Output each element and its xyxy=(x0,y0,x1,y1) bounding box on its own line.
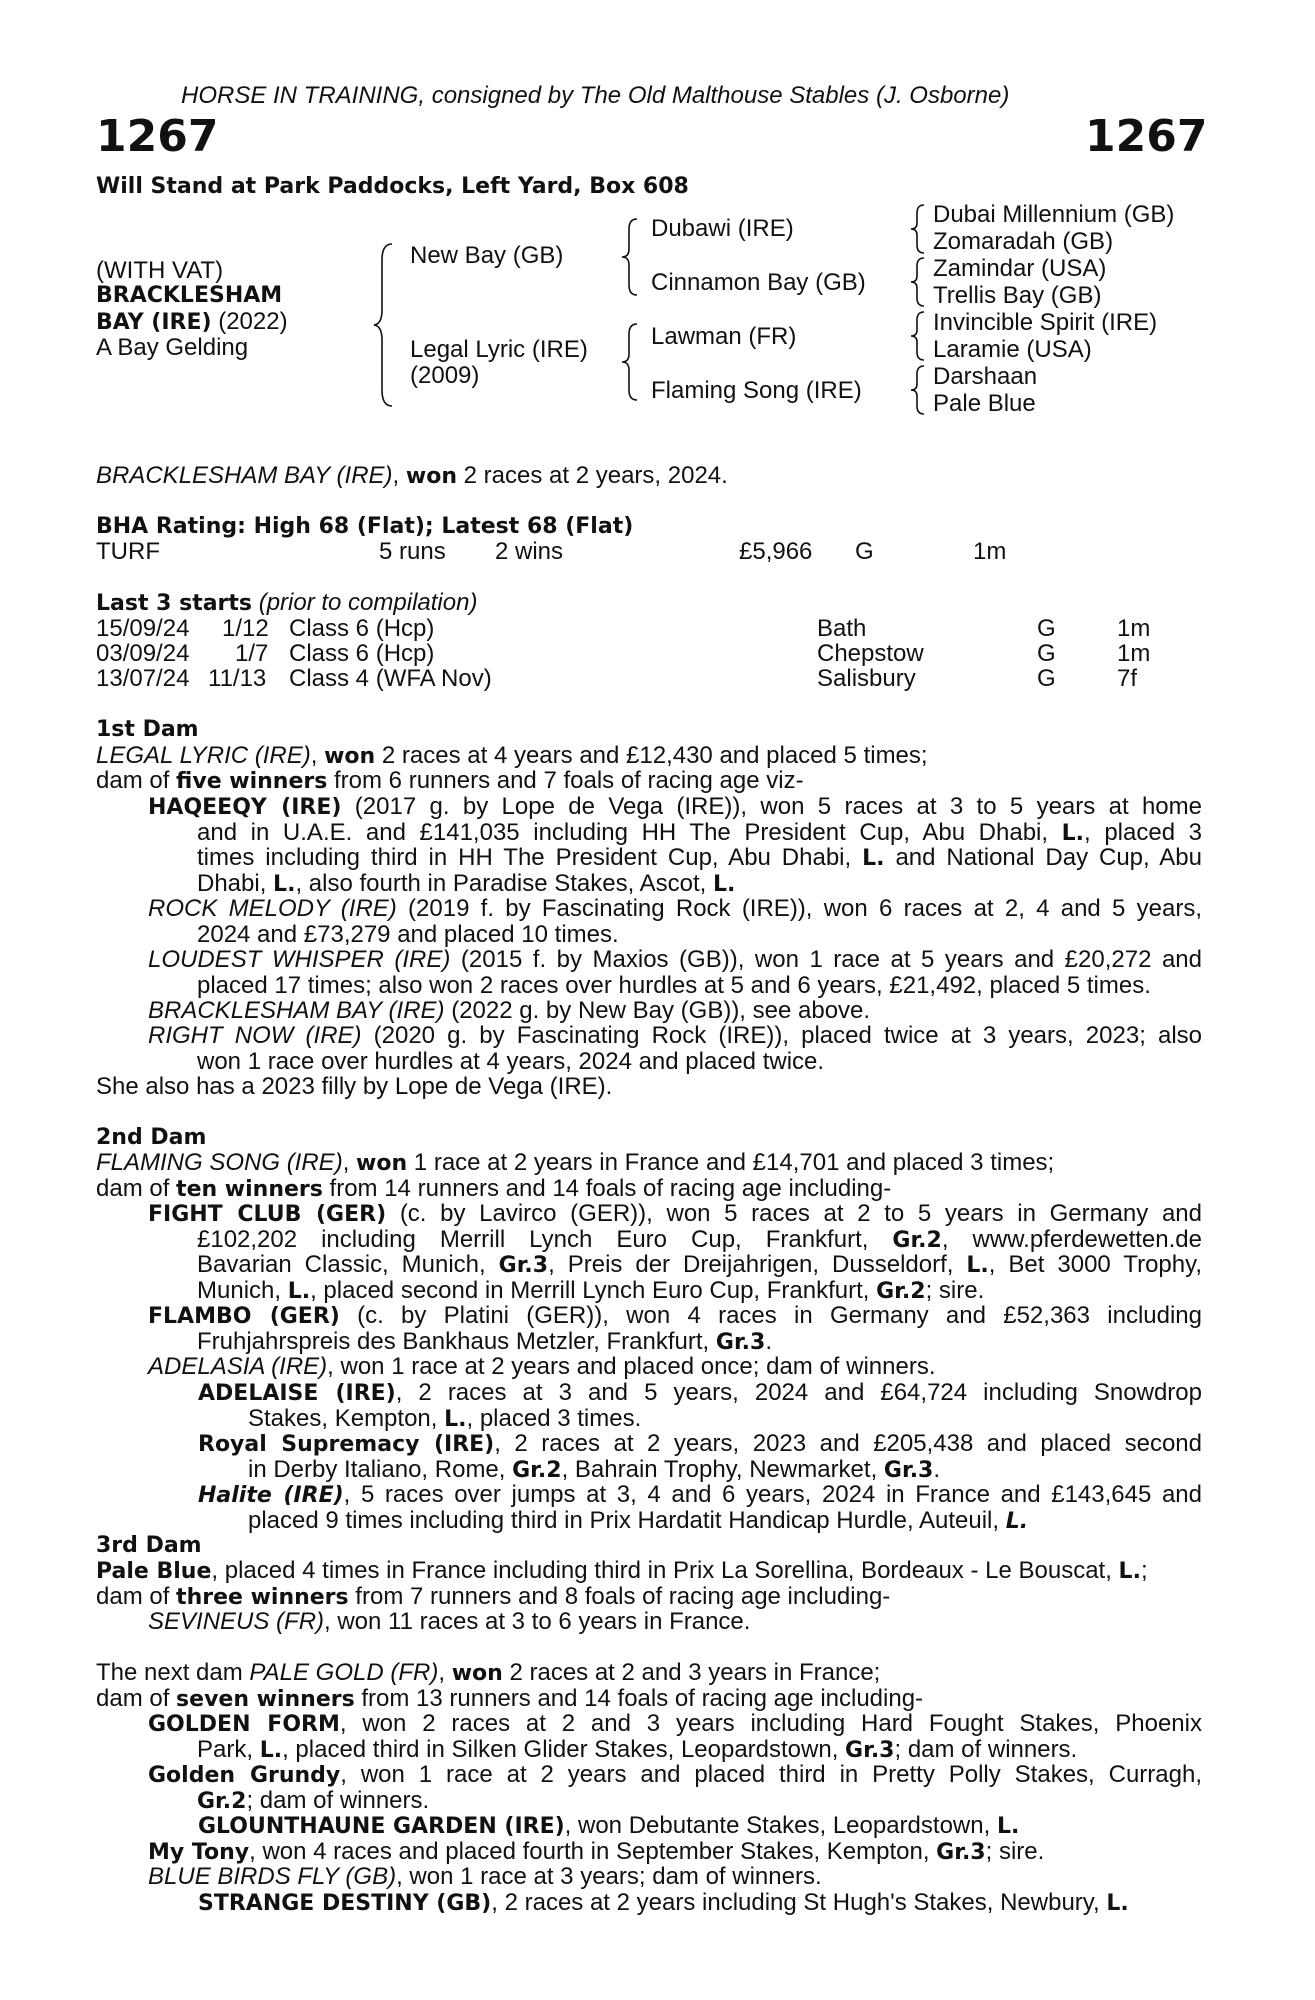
group: Gr.2 xyxy=(197,1788,247,1814)
horse-name-bay: BAY (IRE) xyxy=(96,310,212,335)
haqeeqy-name: HAQEEQY (IRE) xyxy=(148,795,342,820)
last-starts-label: Last 3 starts xyxy=(96,591,253,616)
summary-sep: , xyxy=(392,462,406,489)
haqeeqy-text: and National Day Cup, Abu xyxy=(884,844,1202,871)
glounthaune-garden-name: GLOUNTHAUNE GARDEN (IRE) xyxy=(198,1814,565,1839)
bracklesham-bay-name: BRACKLESHAM BAY (IRE) xyxy=(148,997,445,1024)
pedigree-sire-sire: Dubawi (IRE) xyxy=(651,215,794,242)
my-tony-name: My Tony xyxy=(148,1840,250,1865)
haqeeqy-line4 xyxy=(197,871,1202,897)
fight-club-text: Bavarian Classic, Munich, xyxy=(197,1251,499,1278)
loudest-whisper-name: LOUDEST WHISPER (IRE) xyxy=(148,946,451,973)
royal-supremacy-text: in Derby Italiano, Rome, xyxy=(248,1455,513,1483)
runners-count: from 14 runners and 14 foals of racing age including- xyxy=(322,1175,892,1202)
start-class: Class 6 (Hcp) xyxy=(289,615,435,642)
sep: , xyxy=(310,742,325,769)
haqeeqy-line3 xyxy=(197,845,1202,871)
consignment-line: HORSE IN TRAINING, consigned by The Old Malthouse Stables (J. Osborne) xyxy=(181,82,1010,109)
golden-grundy-entry xyxy=(148,1762,1202,1813)
sevineus-entry xyxy=(148,1609,750,1635)
strange-destiny-text: , 2 races at 2 years including St Hugh's Stakes, Newbury, xyxy=(491,1889,1107,1916)
adelaise-line2 xyxy=(248,1406,1202,1432)
strange-destiny-name: STRANGE DESTINY (GB) xyxy=(198,1891,492,1916)
fight-club-text: , Preis der Dreijahrigen, Dusseldorf, xyxy=(548,1251,967,1278)
group: Gr.3 xyxy=(845,1737,895,1763)
start-going: G xyxy=(1037,665,1056,692)
sevineus-text: , won 11 races at 3 to 6 years in France. xyxy=(324,1608,751,1635)
third-dam-line2 xyxy=(96,1584,890,1611)
start-class: Class 6 (Hcp) xyxy=(289,640,435,667)
sevineus-name: SEVINEUS (FR) xyxy=(148,1608,325,1635)
royal-supremacy-entry xyxy=(198,1431,1202,1482)
runners-count: from 13 runners and 14 foals of racing age including- xyxy=(354,1685,924,1712)
royal-supremacy-line2 xyxy=(248,1457,1202,1483)
rock-melody-entry xyxy=(148,896,1202,947)
fight-club-text: (c. by Lavirco (GER)), won 5 races at 2 to 5 years in Germany and xyxy=(386,1200,1202,1227)
start-date: 13/07/24 xyxy=(96,665,190,692)
fight-club-text: , Bet 3000 Trophy, xyxy=(988,1251,1203,1278)
blue-birds-fly-entry xyxy=(148,1864,822,1890)
haqeeqy-text: , placed 3 xyxy=(1084,818,1202,846)
group: Gr.3 xyxy=(498,1253,549,1278)
haqeeqy-line1 xyxy=(148,794,1202,820)
bha-rating: BHA Rating: High 68 (Flat); Latest 68 (Flat) xyxy=(96,514,634,539)
start-date: 03/09/24 xyxy=(96,640,190,667)
group: Gr.2 xyxy=(892,1227,942,1253)
start-date: 15/09/24 xyxy=(96,615,190,642)
pedigree-g4: Trellis Bay (GB) xyxy=(933,282,1102,309)
listed: L. xyxy=(1118,1559,1141,1584)
glounthaune-garden-entry xyxy=(198,1813,1019,1840)
runners-count: from 6 runners and 7 foals of racing age viz- xyxy=(327,767,804,794)
next-dam-line1 xyxy=(96,1660,880,1687)
flambo-text: Fruhjahrspreis des Bankhaus Metzler, Frankfurt, xyxy=(197,1327,716,1355)
next-dam-intro: The next dam xyxy=(96,1659,250,1686)
my-tony-entry xyxy=(148,1839,1044,1866)
dam-name: FLAMING SONG (IRE) xyxy=(96,1149,343,1176)
golden-grundy-text: ; dam of winners. xyxy=(246,1786,430,1814)
pedigree-g7: Darshaan xyxy=(933,363,1038,390)
pedigree-brace-g34 xyxy=(906,256,928,308)
loudest-whisper-text: (2015 f. by Maxios (GB)), won 1 race at 5 years and £20,272 and xyxy=(450,946,1202,973)
haqeeqy-text: and in U.A.E. and £141,035 including HH The President Cup, Abu Dhabi, xyxy=(197,818,1049,846)
flambo-line1 xyxy=(148,1303,1202,1329)
glounthaune-garden-text: , won Debutante Stakes, Leopardstown, xyxy=(564,1812,997,1839)
pedigree-g8: Pale Blue xyxy=(933,390,1036,417)
haqeeqy-line2 xyxy=(197,820,1202,846)
horse-description: A Bay Gelding xyxy=(96,334,249,361)
haqeeqy-text: times including third in HH The President Cup, Abu Dhabi, xyxy=(197,844,852,871)
dam-record: 1 race at 2 years in France and £14,701 and placed 3 times; xyxy=(407,1149,1055,1176)
golden-grundy-line1 xyxy=(148,1762,1202,1788)
haqeeqy-text: , also fourth in Paradise Stakes, Ascot, xyxy=(295,869,713,897)
fight-club-text: Munich, xyxy=(197,1276,288,1304)
royal-supremacy-line1 xyxy=(198,1431,1202,1457)
last-starts-note: (prior to compilation) xyxy=(252,589,478,616)
filly-note: She also has a 2023 filly by Lope de Vega (IRE). xyxy=(96,1073,613,1100)
rating-going: G xyxy=(855,538,874,565)
rock-melody-line2: 2024 and £73,279 and placed 10 times. xyxy=(197,920,619,948)
rock-melody-line1 xyxy=(148,896,1202,922)
my-tony-text: , won 4 races and placed fourth in September Stakes, Kempton, xyxy=(249,1838,937,1865)
pedigree-brace-sire xyxy=(617,215,641,299)
loudest-whisper-entry xyxy=(148,947,1202,998)
start-class: Class 4 (WFA Nov) xyxy=(289,665,492,692)
won: won xyxy=(356,1151,408,1176)
adelasia-text: , won 1 race at 2 years and placed once; dam of winners. xyxy=(327,1353,936,1380)
vat-note: (WITH VAT) xyxy=(96,257,224,284)
group: Gr.3 xyxy=(936,1840,986,1865)
fight-club-entry xyxy=(148,1201,1202,1303)
listed: L. xyxy=(1005,1508,1029,1534)
adelasia-name: ADELASIA (IRE) xyxy=(148,1353,328,1380)
rating-distance: 1m xyxy=(973,538,1007,565)
bracklesham-bay-entry xyxy=(148,998,870,1024)
dam-of: dam of xyxy=(96,767,177,794)
fight-club-line4 xyxy=(197,1278,1202,1304)
winners-count: three winners xyxy=(176,1585,349,1610)
listed: L. xyxy=(444,1406,467,1432)
horse-name-line1: BRACKLESHAM xyxy=(96,283,283,308)
group: Gr.3 xyxy=(883,1457,934,1483)
stand-location: Will Stand at Park Paddocks, Left Yard, Box 608 xyxy=(96,174,689,199)
dam-record: 2 races at 4 years and £12,430 and placed 5 times; xyxy=(375,742,928,769)
pedigree-dam-year: (2009) xyxy=(410,362,480,389)
first-dam-line1 xyxy=(96,743,928,770)
group: Gr.2 xyxy=(512,1457,562,1483)
blue-birds-fly-text: , won 1 race at 3 years; dam of winners. xyxy=(396,1863,822,1890)
start-position: 1/7 xyxy=(235,640,269,667)
horse-name-line2 xyxy=(96,309,288,336)
right-now-line2: won 1 race over hurdles at 4 years, 2024 and placed twice. xyxy=(197,1047,825,1075)
fight-club-text: , www.pferdewetten.de xyxy=(941,1225,1202,1253)
fight-club-line2 xyxy=(197,1227,1202,1253)
adelaise-text: , placed 3 times. xyxy=(466,1404,642,1432)
first-dam-line2 xyxy=(96,768,804,795)
golden-form-text: , placed third in Silken Glider Stakes, Leopardstown, xyxy=(282,1735,846,1763)
royal-supremacy-text: , Bahrain Trophy, Newmarket, xyxy=(561,1455,884,1483)
listed: L. xyxy=(273,871,296,897)
pedigree-dam-sire: Lawman (FR) xyxy=(651,323,797,350)
halite-entry xyxy=(198,1482,1202,1533)
fight-club-text: £102,202 including Merrill Lynch Euro Cup, Frankfurt, xyxy=(197,1225,893,1253)
second-dam-line1 xyxy=(96,1150,1054,1177)
second-dam-line2 xyxy=(96,1176,891,1203)
listed: L. xyxy=(1061,820,1085,846)
adelaise-text: , 2 races at 3 and 5 years, 2024 and £64,724 including Snowdrop xyxy=(395,1379,1202,1406)
start-distance: 1m xyxy=(1117,615,1151,642)
bracklesham-bay-text: (2022 g. by New Bay (GB)), see above. xyxy=(444,997,871,1024)
pedigree-g6: Laramie (USA) xyxy=(933,336,1092,363)
pedigree-dam: Legal Lyric (IRE) xyxy=(410,336,588,363)
fight-club-line1 xyxy=(148,1201,1202,1227)
haqeeqy-entry xyxy=(148,794,1202,896)
horse-year: (2022) xyxy=(211,308,288,335)
start-course: Salisbury xyxy=(817,665,916,692)
listed: L. xyxy=(862,846,885,871)
lot-number-left: 1267 xyxy=(96,111,219,162)
won: won xyxy=(324,744,376,769)
listed: L. xyxy=(259,1737,283,1763)
halite-text: placed 9 times including third in Prix Hardatit Handicap Hurdle, Auteuil, xyxy=(248,1506,1006,1534)
pedigree-brace-g56 xyxy=(906,310,928,362)
golden-grundy-line2 xyxy=(197,1788,1202,1814)
race-summary xyxy=(96,463,728,490)
rating-runs: 5 runs xyxy=(379,538,446,565)
pedigree-g5: Invincible Spirit (IRE) xyxy=(933,309,1158,336)
pedigree-brace-g12 xyxy=(906,203,928,255)
halite-name: Halite (IRE) xyxy=(198,1483,344,1508)
royal-supremacy-name: Royal Supremacy (IRE) xyxy=(198,1432,495,1457)
start-going: G xyxy=(1037,615,1056,642)
golden-grundy-name: Golden Grundy xyxy=(148,1763,341,1788)
dam-of: dam of xyxy=(96,1175,177,1202)
pedigree-g2: Zomaradah (GB) xyxy=(933,228,1114,255)
winners-count: ten winners xyxy=(176,1177,323,1202)
start-course: Chepstow xyxy=(817,640,924,667)
halite-line2 xyxy=(248,1508,1202,1534)
dam-name: PALE GOLD (FR) xyxy=(249,1659,439,1686)
flambo-text: (c. by Platini (GER)), won 4 races in Germany and £52,363 including xyxy=(339,1302,1202,1329)
adelaise-line1 xyxy=(198,1380,1202,1406)
haqeeqy-text: Dhabi, xyxy=(197,869,274,897)
golden-grundy-text: , won 1 race at 2 years and placed third in Pretty Polly Stakes, Curragh, xyxy=(340,1761,1202,1788)
halite-line1 xyxy=(198,1482,1202,1508)
fight-club-name: FIGHT CLUB (GER) xyxy=(148,1202,387,1227)
group: Gr.3 xyxy=(715,1329,766,1355)
pedigree-sire-dam: Cinnamon Bay (GB) xyxy=(651,269,866,296)
rock-melody-text: (2019 f. by Fascinating Rock (IRE)), won 6 races at 2, 4 and 5 years, xyxy=(396,895,1202,922)
third-dam-title: 3rd Dam xyxy=(96,1533,202,1558)
haqeeqy-text: (2017 g. by Lope de Vega (IRE)), won 5 races at 3 to 5 years at home xyxy=(341,793,1202,820)
flambo-entry xyxy=(148,1303,1202,1354)
flambo-text: . xyxy=(765,1327,772,1355)
second-dam-title: 2nd Dam xyxy=(96,1125,207,1150)
right-now-line1 xyxy=(148,1023,1202,1049)
winners-count: five winners xyxy=(176,769,328,794)
dam-of: dam of xyxy=(96,1583,177,1610)
adelaise-name: ADELAISE (IRE) xyxy=(198,1381,396,1406)
won: won xyxy=(451,1661,503,1686)
rating-prize: £5,966 xyxy=(739,538,813,565)
rating-wins: 2 wins xyxy=(495,538,564,565)
dam-record: ; xyxy=(1140,1557,1148,1584)
royal-supremacy-text: . xyxy=(933,1455,941,1483)
sep: , xyxy=(438,1659,452,1686)
pedigree-g1: Dubai Millennium (GB) xyxy=(933,201,1175,228)
adelasia-entry xyxy=(148,1354,936,1380)
start-position: 1/12 xyxy=(222,615,269,642)
summary-rest: 2 races at 2 years, 2024. xyxy=(456,462,728,489)
third-dam-line1 xyxy=(96,1558,1148,1585)
pedigree-sire: New Bay (GB) xyxy=(410,242,564,269)
winners-count: seven winners xyxy=(176,1687,355,1712)
adelaise-text: Stakes, Kempton, xyxy=(248,1404,445,1432)
dam-record: 2 races at 2 and 3 years in France; xyxy=(502,1659,881,1686)
royal-supremacy-text: , 2 races at 2 years, 2023 and £205,438 and placed second xyxy=(494,1430,1202,1457)
golden-form-line2 xyxy=(197,1737,1202,1763)
golden-form-text: , won 2 races at 2 and 3 years including Hard Fought Stakes, Phoenix xyxy=(339,1710,1202,1737)
pedigree-dam-dam: Flaming Song (IRE) xyxy=(651,377,862,404)
loudest-whisper-line2: placed 17 times; also won 2 races over hurdles at 5 and 6 years, £21,492, placed 5 times. xyxy=(197,971,1151,999)
loudest-whisper-line1 xyxy=(148,947,1202,973)
runners-count: from 7 runners and 8 foals of racing age including- xyxy=(348,1583,891,1610)
pedigree-brace-dam xyxy=(617,320,641,404)
fight-club-line3 xyxy=(197,1252,1202,1278)
start-position: 11/13 xyxy=(208,665,267,692)
golden-form-name: GOLDEN FORM xyxy=(148,1712,340,1737)
adelaise-entry xyxy=(198,1380,1202,1431)
fight-club-text: ; sire. xyxy=(925,1276,985,1304)
pedigree-brace-g78 xyxy=(906,364,928,416)
dam-name: Pale Blue xyxy=(96,1559,212,1584)
start-distance: 1m xyxy=(1117,640,1151,667)
pedigree-g3: Zamindar (USA) xyxy=(933,255,1107,282)
rating-surface: TURF xyxy=(96,538,160,565)
last-starts-title xyxy=(96,590,477,617)
listed: L. xyxy=(287,1278,311,1304)
listed: L. xyxy=(713,871,736,897)
right-now-name: RIGHT NOW (IRE) xyxy=(148,1022,362,1049)
golden-form-entry xyxy=(148,1711,1202,1762)
dam-name: LEGAL LYRIC (IRE) xyxy=(96,742,311,769)
strange-destiny-entry xyxy=(198,1890,1129,1917)
listed: L. xyxy=(966,1253,989,1278)
golden-form-line1 xyxy=(148,1711,1202,1737)
blue-birds-fly-name: BLUE BIRDS FLY (GB) xyxy=(148,1863,397,1890)
start-course: Bath xyxy=(817,615,867,642)
sep: , xyxy=(342,1149,357,1176)
fight-club-text: , placed second in Merrill Lynch Euro Cup, Frankfurt, xyxy=(310,1276,877,1304)
next-dam-line2 xyxy=(96,1686,923,1713)
listed: L. xyxy=(1106,1891,1129,1916)
summary-name: BRACKLESHAM BAY (IRE) xyxy=(96,462,393,489)
right-now-entry xyxy=(148,1023,1202,1074)
listed: L. xyxy=(996,1814,1020,1839)
flambo-line2 xyxy=(197,1329,1202,1355)
halite-text: , 5 races over jumps at 3, 4 and 6 years, 2024 in France and £143,645 and xyxy=(343,1481,1202,1508)
pedigree-brace-main xyxy=(370,240,400,410)
start-distance: 7f xyxy=(1117,665,1138,692)
dam-of: dam of xyxy=(96,1685,177,1712)
start-going: G xyxy=(1037,640,1056,667)
lot-number-right: 1267 xyxy=(1085,111,1208,162)
my-tony-text: ; sire. xyxy=(985,1838,1045,1865)
summary-won: won xyxy=(405,464,457,489)
first-dam-title: 1st Dam xyxy=(96,717,199,742)
right-now-text: (2020 g. by Fascinating Rock (IRE)), placed twice at 3 years, 2023; also xyxy=(361,1022,1202,1049)
golden-form-text: Park, xyxy=(197,1735,260,1763)
group: Gr.2 xyxy=(876,1278,926,1304)
flambo-name: FLAMBO (GER) xyxy=(148,1304,340,1329)
golden-form-text: ; dam of winners. xyxy=(894,1735,1078,1763)
dam-record: , placed 4 times in France including third in Prix La Sorellina, Bordeaux - Le Bouscat, xyxy=(211,1557,1119,1584)
rock-melody-name: ROCK MELODY (IRE) xyxy=(148,895,397,922)
